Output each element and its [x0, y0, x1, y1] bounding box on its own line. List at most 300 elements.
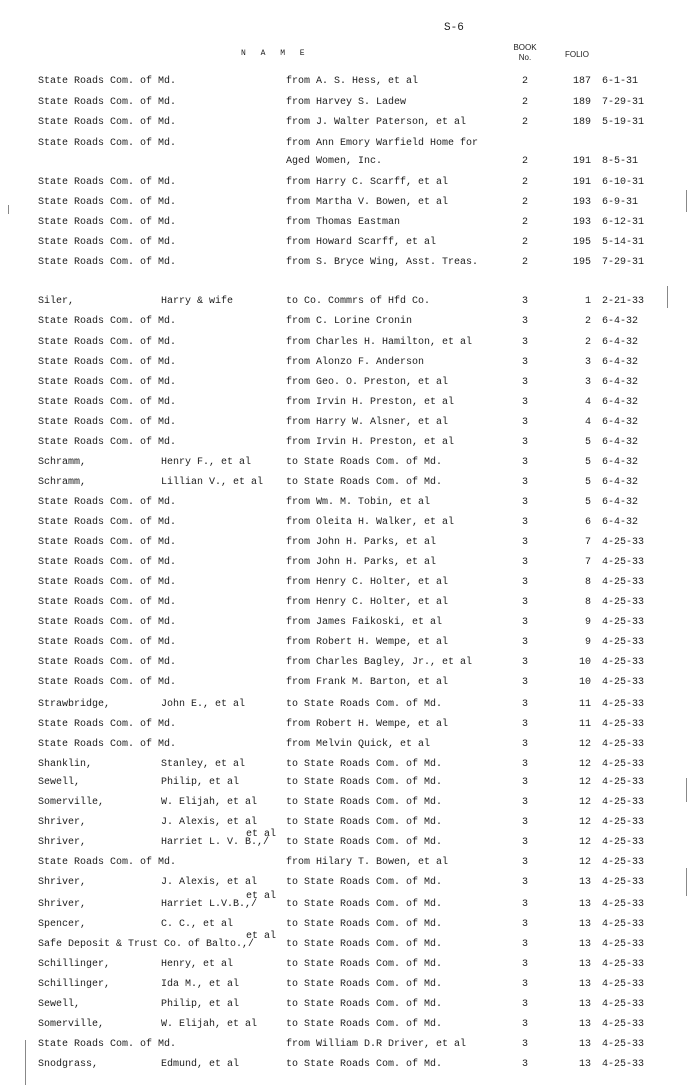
- table-row: [0, 97, 700, 111]
- row-date: 6-4-32: [602, 497, 639, 508]
- margin-mark: [667, 286, 668, 308]
- row-date: 4-25-33: [602, 657, 645, 668]
- row-party: to State Roads Com. of Md.: [286, 837, 443, 848]
- row-book: 3: [521, 577, 528, 588]
- row-name: State Roads Com. of Md.: [38, 577, 177, 588]
- row-date: 6-4-32: [602, 417, 639, 428]
- margin-mark: [686, 190, 687, 212]
- row-party: to State Roads Com. of Md.: [286, 939, 443, 950]
- row-party: from William D.R Driver, et al: [286, 1039, 467, 1050]
- page-number: S-6: [444, 22, 464, 34]
- row-folio: 10: [578, 657, 591, 668]
- row-name: State Roads Com. of Md.: [38, 377, 177, 388]
- row-folio: 9: [584, 617, 591, 628]
- row-folio: 6: [584, 517, 591, 528]
- table-row: [0, 497, 700, 511]
- row-party: from Thomas Eastman: [286, 217, 401, 228]
- row-party: to State Roads Com. of Md.: [286, 477, 443, 488]
- table-row: [0, 797, 700, 811]
- row-name: Shriver,: [38, 877, 87, 888]
- table-row: [0, 377, 700, 391]
- header-folio: FOLIO: [565, 50, 590, 59]
- row-folio: 13: [578, 999, 591, 1010]
- row-name: State Roads Com. of Md.: [38, 257, 177, 268]
- row-date: 6-4-32: [602, 397, 639, 408]
- row-given-name: Lillian V., et al: [161, 477, 264, 488]
- row-name: State Roads Com. of Md.: [38, 497, 177, 508]
- row-date: 6-4-32: [602, 316, 639, 327]
- row-given-name: Harriet L. V. B.,/: [161, 837, 270, 848]
- table-row: [0, 537, 700, 551]
- row-date: 4-25-33: [602, 537, 645, 548]
- row-book: 3: [521, 939, 528, 950]
- row-party: from Oleita H. Walker, et al: [286, 517, 455, 528]
- table-row: [0, 316, 700, 330]
- row-party: to State Roads Com. of Md.: [286, 1019, 443, 1030]
- row-given-name: Philip, et al: [161, 999, 240, 1010]
- row-name: Shriver,: [38, 899, 87, 910]
- row-name: State Roads Com. of Md.: [38, 97, 177, 108]
- row-party: to Co. Commrs of Hfd Co.: [286, 296, 431, 307]
- row-folio: 10: [578, 677, 591, 688]
- table-row: [0, 891, 700, 913]
- row-date: 4-25-33: [602, 899, 645, 910]
- row-name: State Roads Com. of Md.: [38, 517, 177, 528]
- row-book: 3: [521, 877, 528, 888]
- table-row: [0, 739, 700, 753]
- row-folio: 4: [584, 417, 591, 428]
- row-party: from Harry C. Scarff, et al: [286, 177, 449, 188]
- table-row: [0, 979, 700, 993]
- row-folio: 5: [584, 457, 591, 468]
- row-date: 4-25-33: [602, 617, 645, 628]
- row-book: 2: [521, 76, 528, 87]
- row-party: to State Roads Com. of Md.: [286, 919, 443, 930]
- table-row: [0, 857, 700, 871]
- row-date: 6-9-31: [602, 197, 639, 208]
- row-party: from Hilary T. Bowen, et al: [286, 857, 449, 868]
- row-date: 4-25-33: [602, 739, 645, 750]
- row-folio: 3: [584, 377, 591, 388]
- row-party: to State Roads Com. of Md.: [286, 999, 443, 1010]
- row-given-name: Ida M., et al: [161, 979, 240, 990]
- row-book: 3: [521, 959, 528, 970]
- row-book: 2: [521, 237, 528, 248]
- row-book: 3: [521, 617, 528, 628]
- row-party: to State Roads Com. of Md.: [286, 877, 443, 888]
- table-row: [0, 296, 700, 310]
- row-given-name: Stanley, et al: [161, 759, 246, 770]
- row-party: to State Roads Com. of Md.: [286, 699, 443, 710]
- row-party: to State Roads Com. of Md.: [286, 1059, 443, 1070]
- table-row: [0, 999, 700, 1013]
- row-book: 2: [521, 257, 528, 268]
- row-party: to State Roads Com. of Md.: [286, 899, 443, 910]
- table-row: [0, 657, 700, 671]
- row-name: State Roads Com. of Md.: [38, 197, 177, 208]
- row-party: from C. Lorine Cronin: [286, 316, 413, 327]
- row-folio: 13: [578, 899, 591, 910]
- row-folio: 12: [578, 857, 591, 868]
- row-date: 4-25-33: [602, 597, 645, 608]
- row-date: 6-4-32: [602, 337, 639, 348]
- row-party: from Irvin H. Preston, et al: [286, 437, 455, 448]
- table-row: [0, 437, 700, 451]
- row-date: 4-25-33: [602, 857, 645, 868]
- row-party: from S. Bryce Wing, Asst. Treas.: [286, 257, 479, 268]
- row-party: from Irvin H. Preston, et al: [286, 397, 455, 408]
- row-party: from James Faikoski, et al: [286, 617, 443, 628]
- row-book: 3: [521, 677, 528, 688]
- row-name: Sewell,: [38, 999, 81, 1010]
- row-folio: 189: [572, 117, 591, 128]
- margin-mark: [8, 205, 9, 214]
- row-book: 3: [521, 919, 528, 930]
- row-name: Schramm,: [38, 457, 87, 468]
- row-date: 4-25-33: [602, 699, 645, 710]
- row-note: et al: [246, 891, 277, 902]
- row-folio: 12: [578, 837, 591, 848]
- header-book: [508, 43, 542, 63]
- row-date: 6-4-32: [602, 457, 639, 468]
- row-name: Siler,: [38, 296, 75, 307]
- row-name: Shriver,: [38, 837, 87, 848]
- row-given-name: Edmund, et al: [161, 1059, 240, 1070]
- row-name: Schillinger,: [38, 979, 111, 990]
- row-folio: 3: [584, 357, 591, 368]
- row-name: State Roads Com. of Md.: [38, 617, 177, 628]
- row-given-name: Harriet L.V.B.,/: [161, 899, 258, 910]
- row-name: Sewell,: [38, 777, 81, 788]
- row-name: State Roads Com. of Md.: [38, 537, 177, 548]
- row-date: 6-4-32: [602, 377, 639, 388]
- row-folio: 12: [578, 759, 591, 770]
- row-name: Somerville,: [38, 1019, 105, 1030]
- row-folio: 9: [584, 637, 591, 648]
- margin-mark: [686, 778, 687, 802]
- header-name: N A M E: [241, 49, 310, 58]
- row-date: 4-25-33: [602, 557, 645, 568]
- row-date: 4-25-33: [602, 959, 645, 970]
- row-party: from Charles Bagley, Jr., et al: [286, 657, 473, 668]
- table-row: [0, 919, 700, 933]
- table-row: [0, 138, 700, 152]
- row-folio: 12: [578, 739, 591, 750]
- row-date: 4-25-33: [602, 877, 645, 888]
- row-date: 5-19-31: [602, 117, 645, 128]
- margin-mark: [686, 868, 687, 896]
- row-book: 3: [521, 637, 528, 648]
- row-name: Schillinger,: [38, 959, 111, 970]
- row-date: 4-25-33: [602, 577, 645, 588]
- row-date: 4-25-33: [602, 777, 645, 788]
- row-book: 3: [521, 817, 528, 828]
- row-name: State Roads Com. of Md.: [38, 417, 177, 428]
- table-row: [0, 877, 700, 891]
- row-date: 4-25-33: [602, 1019, 645, 1030]
- row-given-name: W. Elijah, et al: [161, 1019, 258, 1030]
- row-party: to State Roads Com. of Md.: [286, 457, 443, 468]
- row-name: Shriver,: [38, 817, 87, 828]
- table-row: [0, 557, 700, 571]
- row-party: to State Roads Com. of Md.: [286, 797, 443, 808]
- row-folio: 191: [572, 177, 591, 188]
- row-party: from J. Walter Paterson, et al: [286, 117, 467, 128]
- table-row: [0, 777, 700, 791]
- row-book: 2: [521, 97, 528, 108]
- row-book: 3: [521, 999, 528, 1010]
- row-party: to State Roads Com. of Md.: [286, 817, 443, 828]
- row-name: Strawbridge,: [38, 699, 111, 710]
- table-row: [0, 477, 700, 491]
- row-party: from A. S. Hess, et al: [286, 76, 419, 87]
- row-party: from Charles H. Hamilton, et al: [286, 337, 473, 348]
- row-folio: 12: [578, 797, 591, 808]
- row-folio: 13: [578, 1019, 591, 1030]
- row-folio: 195: [572, 237, 591, 248]
- row-given-name: Henry, et al: [161, 959, 234, 970]
- row-book: 3: [521, 417, 528, 428]
- row-date: 7-29-31: [602, 257, 645, 268]
- row-book: 2: [521, 117, 528, 128]
- row-given-name: J. Alexis, et al: [161, 877, 258, 888]
- row-folio: 13: [578, 1039, 591, 1050]
- row-date: 4-25-33: [602, 1059, 645, 1070]
- row-party: from Howard Scarff, et al: [286, 237, 437, 248]
- row-folio: 2: [584, 316, 591, 327]
- row-folio: 2: [584, 337, 591, 348]
- row-party: from Martha V. Bowen, et al: [286, 197, 449, 208]
- row-book: 3: [521, 899, 528, 910]
- row-name: State Roads Com. of Md.: [38, 117, 177, 128]
- table-row: [0, 257, 700, 271]
- row-name: State Roads Com. of Md.: [38, 739, 177, 750]
- table-row: [0, 217, 700, 231]
- row-date: 8-5-31: [602, 156, 639, 167]
- row-party: from Harvey S. Ladew: [286, 97, 407, 108]
- row-book: 3: [521, 296, 528, 307]
- row-book: 3: [521, 477, 528, 488]
- table-row: [0, 1019, 700, 1033]
- row-party: Aged Women, Inc.: [286, 156, 383, 167]
- row-folio: 5: [584, 437, 591, 448]
- table-row: [0, 959, 700, 973]
- table-row: [0, 931, 700, 953]
- table-row: [0, 417, 700, 431]
- row-book: 3: [521, 979, 528, 990]
- row-name: Spencer,: [38, 919, 87, 930]
- row-date: 4-25-33: [602, 979, 645, 990]
- row-name: State Roads Com. of Md.: [38, 357, 177, 368]
- table-row: [0, 759, 700, 773]
- row-note: et al: [246, 931, 277, 942]
- row-date: 4-25-33: [602, 939, 645, 950]
- table-row: [0, 597, 700, 611]
- row-book: 3: [521, 497, 528, 508]
- row-date: 2-21-33: [602, 296, 645, 307]
- table-row: [0, 677, 700, 691]
- table-row: [0, 337, 700, 351]
- row-book: 3: [521, 337, 528, 348]
- row-date: 4-25-33: [602, 1039, 645, 1050]
- table-row: [0, 577, 700, 591]
- row-party: from John H. Parks, et al: [286, 537, 437, 548]
- table-row: [0, 617, 700, 631]
- row-name: State Roads Com. of Md.: [38, 657, 177, 668]
- row-folio: 5: [584, 477, 591, 488]
- row-book: 3: [521, 759, 528, 770]
- row-name: State Roads Com. of Md.: [38, 316, 177, 327]
- row-party: from Melvin Quick, et al: [286, 739, 431, 750]
- row-folio: 13: [578, 877, 591, 888]
- row-name: State Roads Com. of Md.: [38, 397, 177, 408]
- row-party: from Frank M. Barton, et al: [286, 677, 449, 688]
- row-book: 3: [521, 699, 528, 710]
- table-row: [0, 357, 700, 371]
- row-date: 6-4-32: [602, 437, 639, 448]
- row-book: 3: [521, 657, 528, 668]
- row-folio: 189: [572, 97, 591, 108]
- table-row: [0, 1039, 700, 1053]
- row-folio: 5: [584, 497, 591, 508]
- row-given-name: John E., et al: [161, 699, 246, 710]
- row-date: 6-12-31: [602, 217, 645, 228]
- row-book: 3: [521, 1059, 528, 1070]
- row-book: 3: [521, 537, 528, 548]
- row-book: 3: [521, 517, 528, 528]
- row-folio: 193: [572, 197, 591, 208]
- row-party: to State Roads Com. of Md.: [286, 979, 443, 990]
- table-row: [0, 76, 700, 90]
- row-name: State Roads Com. of Md.: [38, 437, 177, 448]
- row-book: 3: [521, 837, 528, 848]
- table-row: [0, 1059, 700, 1073]
- row-name: Safe Deposit & Trust Co. of Balto.,/: [38, 939, 255, 950]
- row-date: 6-4-32: [602, 517, 639, 528]
- table-row: [0, 517, 700, 531]
- row-date: 4-25-33: [602, 759, 645, 770]
- header-book-line1: BOOK: [513, 43, 537, 52]
- row-folio: 7: [584, 557, 591, 568]
- row-folio: 191: [572, 156, 591, 167]
- row-date: 4-25-33: [602, 677, 645, 688]
- row-party: from Henry C. Holter, et al: [286, 577, 449, 588]
- row-party: from Harry W. Alsner, et al: [286, 417, 449, 428]
- row-name: State Roads Com. of Md.: [38, 719, 177, 730]
- row-name: State Roads Com. of Md.: [38, 637, 177, 648]
- row-name: Somerville,: [38, 797, 105, 808]
- row-date: 6-1-31: [602, 76, 639, 87]
- row-date: 4-25-33: [602, 837, 645, 848]
- row-party: from Robert H. Wempe, et al: [286, 719, 449, 730]
- row-date: 4-25-33: [602, 637, 645, 648]
- row-book: 2: [521, 177, 528, 188]
- row-book: 3: [521, 357, 528, 368]
- row-book: 3: [521, 797, 528, 808]
- row-folio: 13: [578, 919, 591, 930]
- row-book: 3: [521, 777, 528, 788]
- table-row: [0, 156, 700, 170]
- row-name: State Roads Com. of Md.: [38, 138, 177, 149]
- row-given-name: J. Alexis, et al: [161, 817, 258, 828]
- row-book: 3: [521, 857, 528, 868]
- row-date: 4-25-33: [602, 817, 645, 828]
- row-party: from Alonzo F. Anderson: [286, 357, 425, 368]
- row-note: et al: [246, 829, 277, 840]
- row-name: State Roads Com. of Md.: [38, 337, 177, 348]
- row-folio: 13: [578, 1059, 591, 1070]
- row-folio: 193: [572, 217, 591, 228]
- row-party: from Ann Emory Warfield Home for: [286, 138, 479, 149]
- row-book: 3: [521, 1019, 528, 1030]
- row-date: 4-25-33: [602, 797, 645, 808]
- table-row: [0, 719, 700, 733]
- row-folio: 187: [572, 76, 591, 87]
- row-folio: 13: [578, 959, 591, 970]
- row-party: to State Roads Com. of Md.: [286, 777, 443, 788]
- row-name: Schramm,: [38, 477, 87, 488]
- row-party: from Wm. M. Tobin, et al: [286, 497, 431, 508]
- row-date: 5-14-31: [602, 237, 645, 248]
- row-book: 2: [521, 197, 528, 208]
- table-row: [0, 117, 700, 131]
- table-row: [0, 197, 700, 211]
- row-given-name: W. Elijah, et al: [161, 797, 258, 808]
- row-given-name: Harry & wife: [161, 296, 234, 307]
- row-party: to State Roads Com. of Md.: [286, 759, 443, 770]
- margin-mark: [25, 1040, 26, 1085]
- row-name: Shanklin,: [38, 759, 93, 770]
- row-book: 3: [521, 719, 528, 730]
- row-date: 6-4-32: [602, 477, 639, 488]
- row-book: 2: [521, 156, 528, 167]
- row-date: 4-25-33: [602, 719, 645, 730]
- row-party: to State Roads Com. of Md.: [286, 959, 443, 970]
- row-date: 7-29-31: [602, 97, 645, 108]
- row-folio: 8: [584, 577, 591, 588]
- row-folio: 11: [578, 719, 591, 730]
- row-given-name: C. C., et al: [161, 919, 234, 930]
- row-book: 3: [521, 377, 528, 388]
- table-row: [0, 699, 700, 713]
- row-name: State Roads Com. of Md.: [38, 76, 177, 87]
- row-name: State Roads Com. of Md.: [38, 557, 177, 568]
- row-party: from Henry C. Holter, et al: [286, 597, 449, 608]
- row-party: from Geo. O. Preston, et al: [286, 377, 449, 388]
- table-row: [0, 817, 700, 831]
- row-book: 3: [521, 316, 528, 327]
- row-given-name: Henry F., et al: [161, 457, 252, 468]
- row-book: 3: [521, 437, 528, 448]
- table-row: [0, 237, 700, 251]
- row-date: 6-4-32: [602, 357, 639, 368]
- row-book: 3: [521, 1039, 528, 1050]
- table-row: [0, 829, 700, 851]
- row-folio: 195: [572, 257, 591, 268]
- row-date: 6-10-31: [602, 177, 645, 188]
- row-folio: 13: [578, 939, 591, 950]
- row-book: 3: [521, 457, 528, 468]
- row-folio: 12: [578, 777, 591, 788]
- row-folio: 13: [578, 979, 591, 990]
- row-name: State Roads Com. of Md.: [38, 1039, 177, 1050]
- header-book-line2: No.: [518, 53, 532, 62]
- row-name: Snodgrass,: [38, 1059, 99, 1070]
- row-folio: 12: [578, 817, 591, 828]
- row-party: from John H. Parks, et al: [286, 557, 437, 568]
- row-book: 3: [521, 397, 528, 408]
- row-folio: 1: [584, 296, 591, 307]
